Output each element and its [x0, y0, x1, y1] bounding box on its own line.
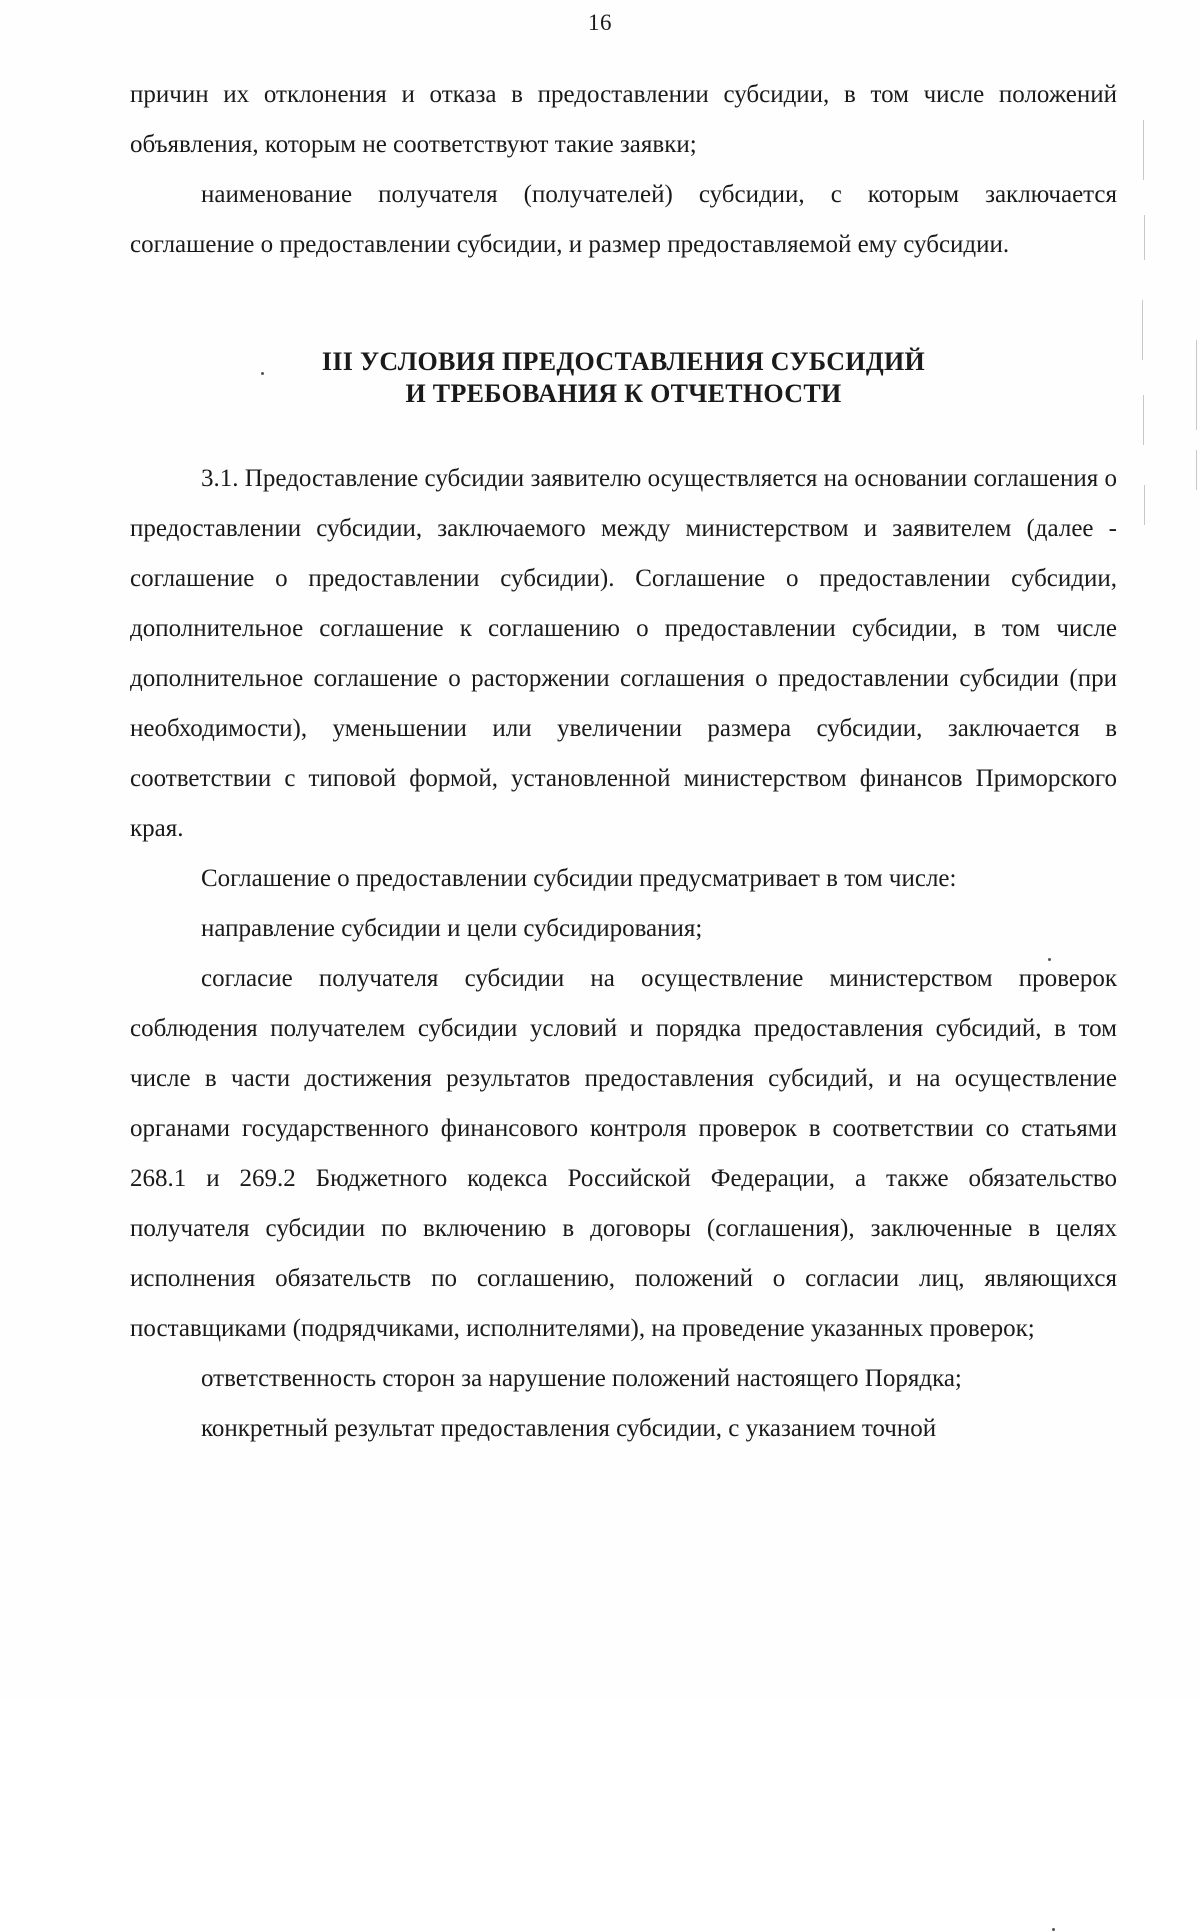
page-number: 16 [588, 10, 612, 35]
scan-artifact-line [1142, 300, 1143, 360]
list-item-consent: согласие получателя субсидии на осуществление министерством проверок соблюдения получателем субсидии условий и порядка предоставления субсидий, в том числе в части достижения результатов предоставления субсидий, и на осуществление органами государственного финансового контроля проверок в соответствии со статьями 268.1 и 269.2 Бюджетного кодекса Российской Федерации, а также обязательство получателя субсидии по включению в договоры (соглашения), заключенные в целях исполнения обязательств по соглашению, положений о согласии лиц, являющихся поставщиками (подрядчиками, исполнителями), на проведение указанных проверок; [130, 965, 1117, 1342]
paragraph-recipient-name: наименование получателя (получателей) субсидии, с которым заключается соглашение о предоставлении субсидии, и размер предоставляемой ему субсидии. [130, 181, 1117, 258]
section-heading-line-1: III УСЛОВИЯ ПРЕДОСТАВЛЕНИЯ СУБСИДИЙ [321, 347, 926, 376]
scan-artifact-line [1144, 485, 1145, 525]
scan-artifact-line [1196, 450, 1197, 490]
section-heading [130, 346, 1117, 410]
scan-artifact-line [1144, 215, 1145, 260]
scan-artifact-line [1143, 395, 1144, 445]
paragraph-agreement-provides: Соглашение о предоставлении субсидии предусматривает в том числе: [201, 865, 957, 892]
scan-artifact-dot [261, 372, 264, 375]
document-body [130, 70, 1117, 1454]
scan-artifact-line [1196, 340, 1197, 430]
scan-artifact-dot [1048, 958, 1051, 961]
paragraph-continuation: причин их отклонения и отказа в предоставлении субсидии, в том числе положений объявления, которым не соответствуют такие заявки; [130, 81, 1117, 158]
list-item-responsibility: ответственность сторон за нарушение положений настоящего Порядка; [201, 1365, 962, 1392]
scan-artifact-line [1143, 120, 1144, 180]
paragraph-3-1: 3.1. Предоставление субсидии заявителю осуществляется на основании соглашения о предоставлении субсидии, заключаемого между министерством и заявителем (далее - соглашение о предоставлении субсидии). Соглашение о предоставлении субсидии, дополнительное соглашение к соглашению о предоставлении субсидии, в том числе дополнительное соглашение о расторжении соглашения о предоставлении субсидии (при необходимости), уменьшении или увеличении размера субсидии, заключается в соответствии с типовой формой, установленной министерством финансов Приморского края. [130, 465, 1117, 842]
list-item-direction: направление субсидии и цели субсидирования; [201, 915, 703, 942]
list-item-result: конкретный результат предоставления субсидии, с указанием точной [201, 1415, 937, 1442]
section-heading-line-2: И ТРЕБОВАНИЯ К ОТЧЕТНОСТИ [405, 379, 842, 408]
